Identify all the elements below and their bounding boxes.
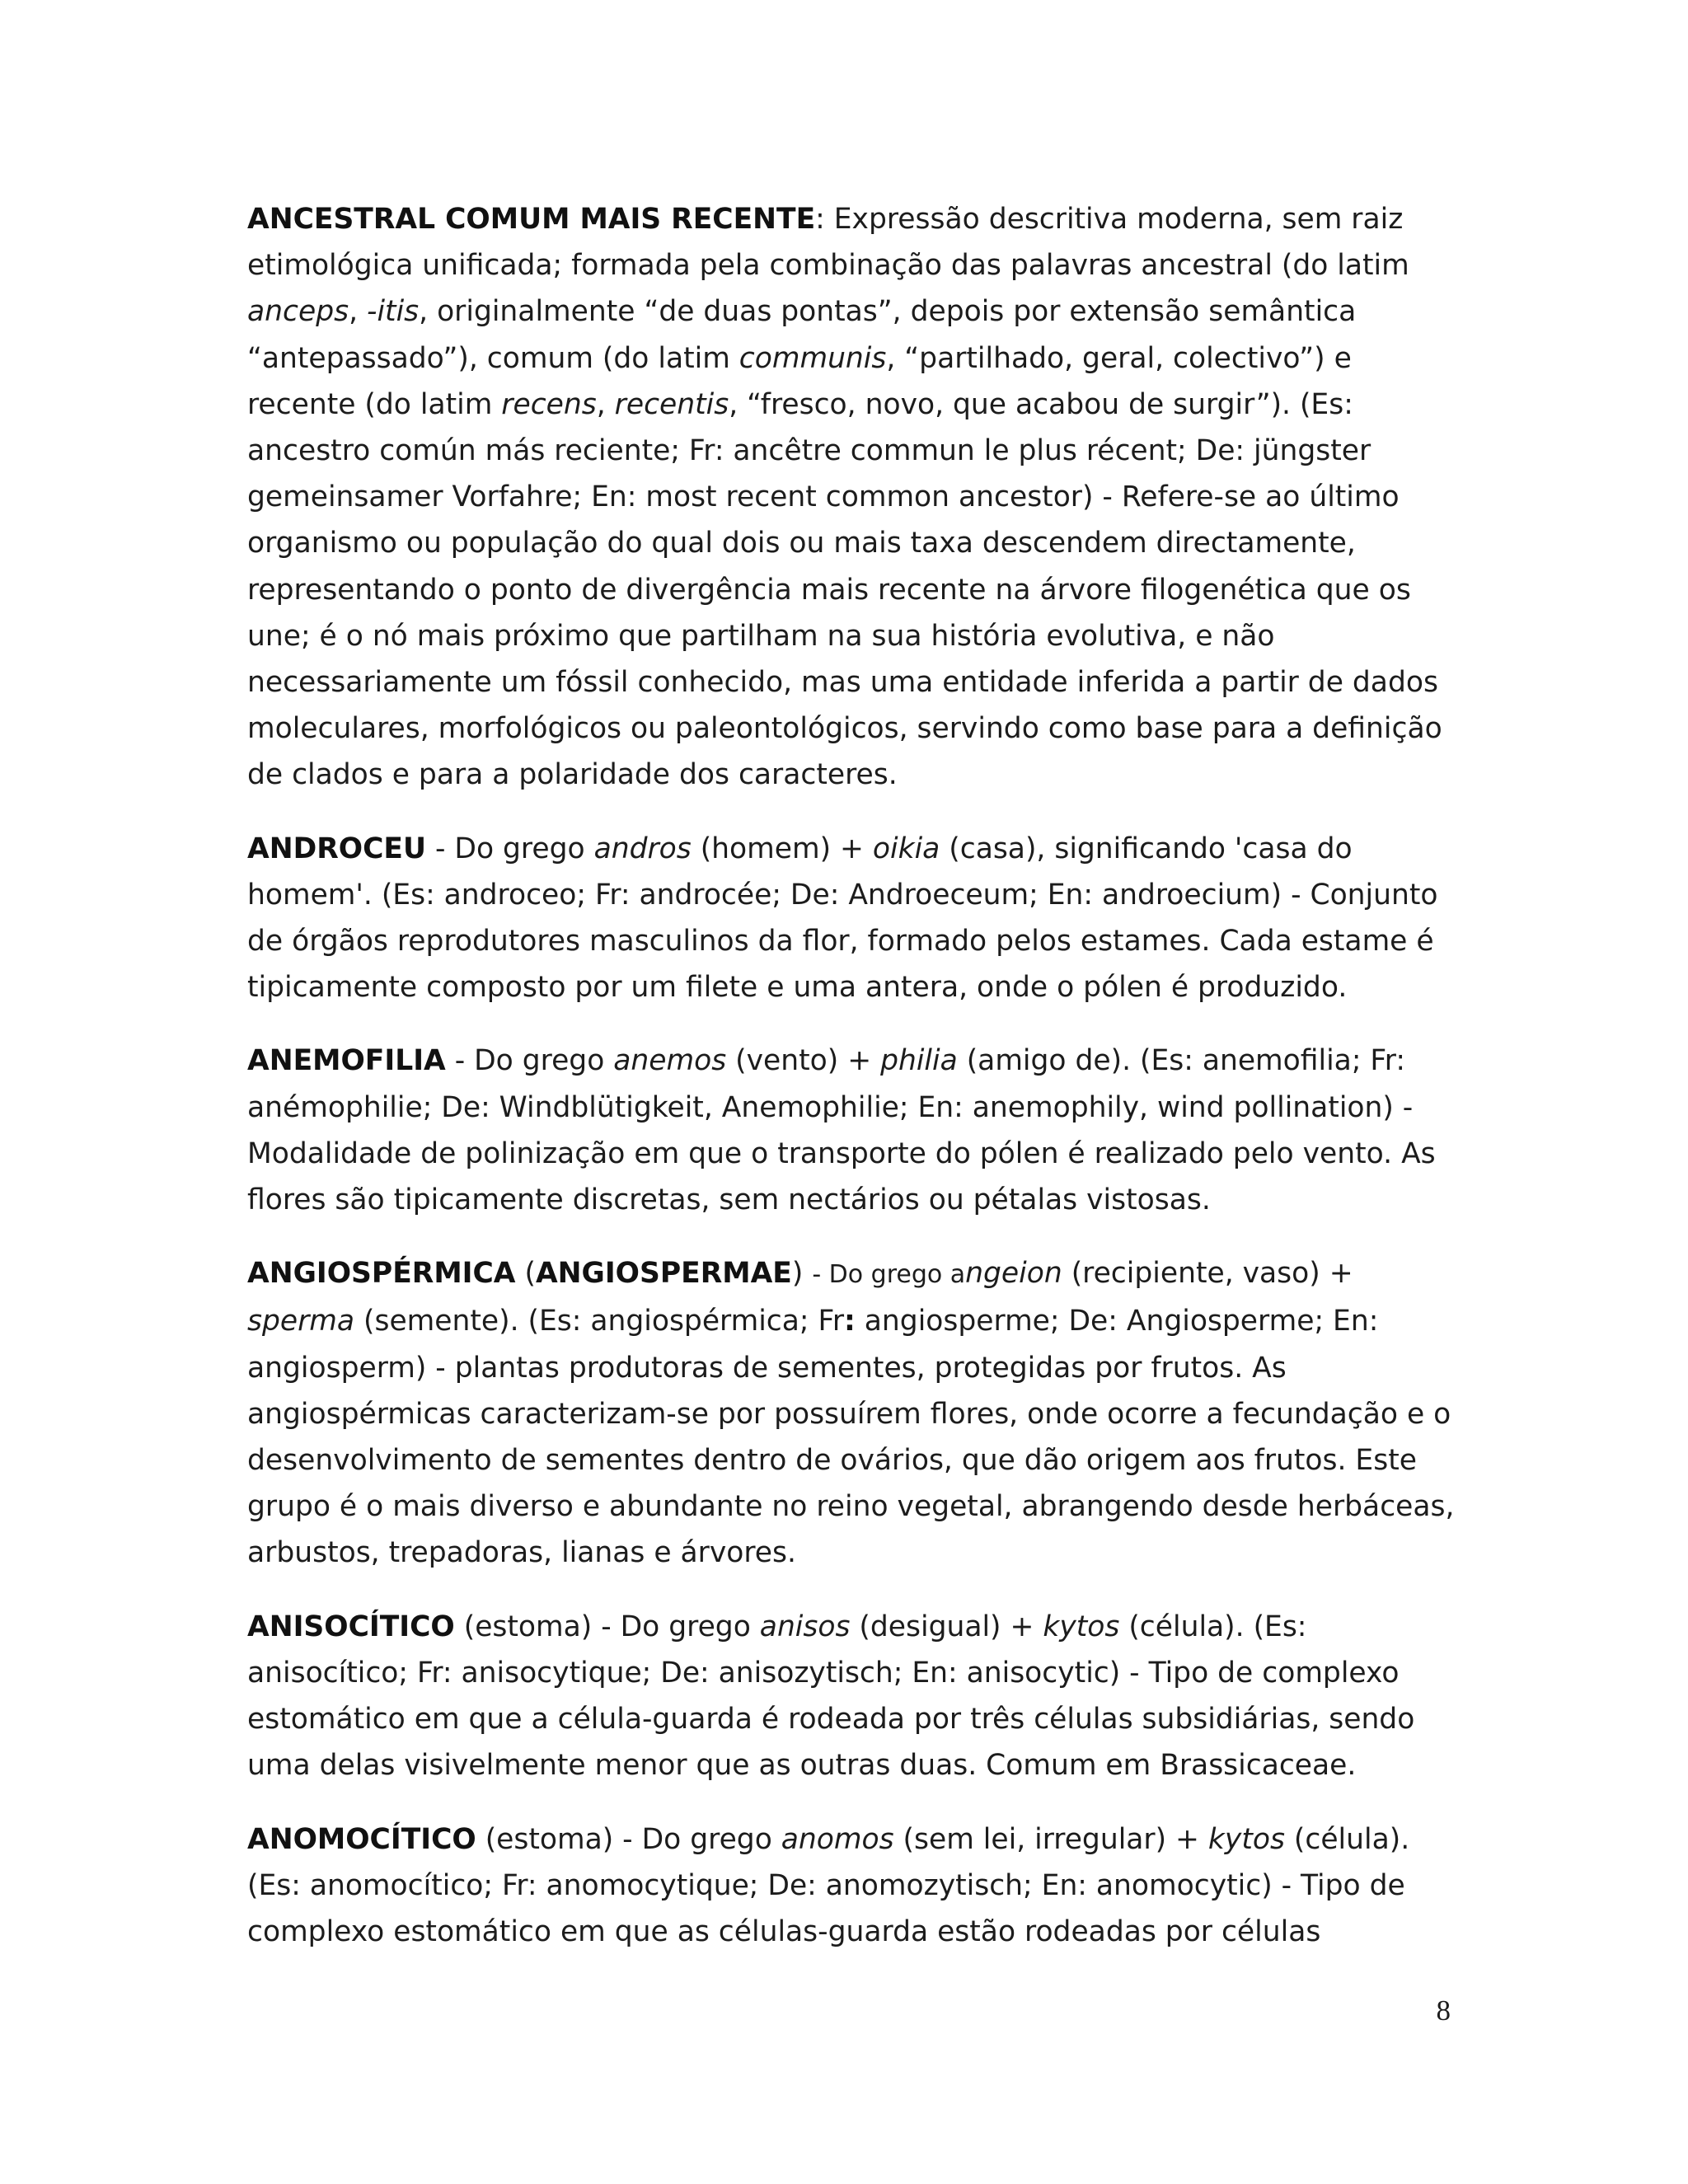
entry-text: ( [515,1257,536,1291]
entry-italic-text: ngeion [965,1257,1062,1291]
glossary-entry [247,1816,1459,1956]
entry-italic-text: philia [880,1044,958,1078]
entry-text: , [349,295,368,329]
page-number: 8 [1436,1994,1451,2027]
entry-italic-text: anomos [781,1822,894,1856]
entry-text: (homem) + [691,832,873,865]
entry-text: (desigual) + [850,1610,1043,1643]
entry-text: , “partilhado, geral, colectivo”) e recente (do latim [247,341,1352,421]
entry-text: (estoma) - Do grego [454,1610,760,1643]
entry-text: angiosperme; De: Angiosperme; En: angiosperm) - plantas produtoras de sementes, protegidas por frutos. As angiospérmicas caracterizam-se por possuírem flores, onde ocorre a fecundação e o desenvolvimento de sementes dentro de ovários, que dão origem aos frutos. Este grupo é o mais diverso e abundante no reino vegetal, abrangendo desde herbáceas, arbustos, trepadoras, lianas e árvores. [247,1305,1455,1570]
entry-text: - Do grego [445,1044,614,1078]
entry-italic-text: anceps [247,295,349,329]
entry-italic-text: sperma [247,1305,355,1338]
entry-term: ANEMOFILIA [247,1044,446,1078]
entry-italic-text: recens [501,387,597,421]
entry-text: : Expressão descritiva moderna, sem raiz etimológica unificada; formada pela combinação das palavras ancestral (do latim [247,203,1409,283]
entry-text: (amigo de). (Es: anemofilia; Fr: anémophilie; De: Windblütigkeit, Anemophilie; En: anemophily, wind pollination) - Modalidade de polinização em que o transporte do pólen é realizado pelo vento. As flores são tipicamente discretas, sem nectários ou pétalas vistosas. [247,1044,1436,1217]
glossary-entry [247,1038,1459,1223]
entry-term: ANOMOCÍTICO [247,1822,476,1856]
entry-italic-text: -itis [367,295,420,329]
entry-text: (recipiente, vaso) + [1062,1257,1353,1291]
glossary-entry [247,1250,1459,1576]
glossary-entry [247,196,1459,799]
entry-text: (célula). (Es: anomocítico; Fr: anomocytique; De: anomozytisch; En: anomocytic) - Tipo de complexo estomático em que as células-guarda estão rodeadas por células [247,1822,1410,1948]
entry-italic-text: anisos [759,1610,851,1643]
entry-italic-text: oikia [872,832,940,865]
entry-italic-text: anemos [613,1044,727,1078]
entry-italic-text: recentis [614,387,729,421]
entry-bold-text: ANGIOSPERMAE [535,1257,792,1291]
entry-text: (casa), significando 'casa do homem'. (Es: androceo; Fr: androcée; De: Androeceum; En: androecium) - Conjunto de órgãos reprodutores masculinos da flor, formado pelos estames. Cada estame é tipicamente composto por um filete e uma antera, onde o pólen é produzido. [247,832,1438,1005]
entry-text: (semente). (Es: angiospérmica; Fr [354,1305,845,1338]
entry-text: (vento) + [726,1044,881,1078]
entry-term: ANGIOSPÉRMICA [247,1257,516,1291]
entry-text: ) [791,1257,813,1291]
entry-text: , originalmente “de duas pontas”, depois por extensão semântica “antepassado”), comum (do latim [247,295,1357,375]
entry-text: (célula). (Es: anisocítico; Fr: anisocytique; De: anisozytisch; En: anisocytic) - Tipo de complexo estomático em que a célula-guarda é rodeada por três células subsidiárias, sendo uma delas visivelmente menor que as outras duas. Comum em Brassicaceae. [247,1610,1415,1783]
entry-term: ANISOCÍTICO [247,1610,455,1643]
entry-term: ANCESTRAL COMUM MAIS RECENTE [247,203,816,236]
entry-text: - Do grego [426,832,594,865]
entry-italic-text: communis [738,341,887,375]
entry-italic-text: andros [593,832,692,865]
entry-italic-text: kytos [1043,1610,1120,1643]
entry-text: , [596,387,615,421]
entry-text: (estoma) - Do grego [476,1822,781,1856]
glossary-entry [247,826,1459,1011]
entry-bold-text: : [844,1305,856,1338]
entry-text: - Do grego a [812,1260,966,1290]
glossary-entry [247,1604,1459,1789]
entry-text: , “fresco, novo, que acabou de surgir”). (Es: ancestro común más reciente; Fr: ancêtre commun le plus récent; De: jüngster gemeinsamer Vorfahre; En: most recent common ancestor) - Refere-se ao último organismo ou população do qual dois ou mais taxa descendem directamente, representando o ponto de divergência mais recente na árvore filogenética que os une; é o nó mais próximo que partilham na sua história evolutiva, e não necessariamente um fóssil conhecido, mas uma entidade inferida a partir de dados moleculares, morfológicos ou paleontológicos, servindo como base para a definição de clados e para a polaridade dos caracteres. [247,387,1442,792]
entry-italic-text: kytos [1207,1822,1285,1856]
glossary-content [247,196,1459,1982]
entry-text: (sem lei, irregular) + [893,1822,1208,1856]
entry-term: ANDROCEU [247,832,427,865]
